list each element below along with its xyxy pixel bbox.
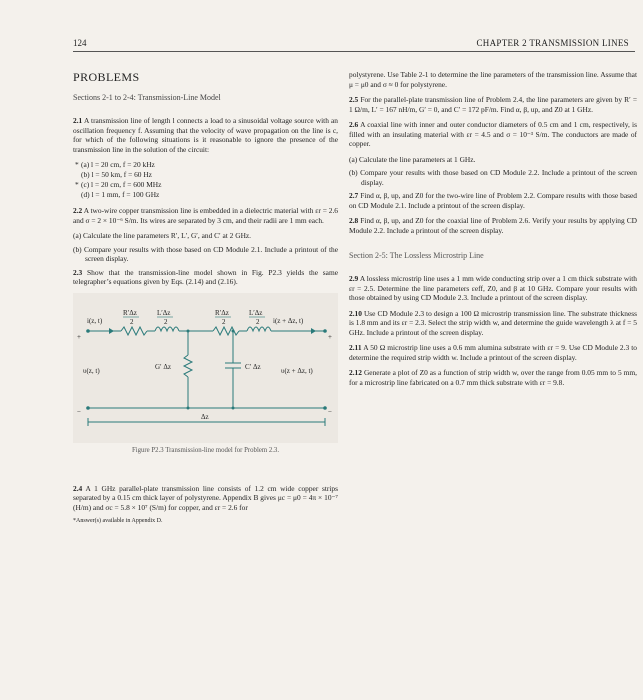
header-rule <box>73 51 635 52</box>
label-r1-den: 2 <box>130 317 134 326</box>
circuit-diagram <box>73 293 338 443</box>
problem-2-2: 2.2 A two-wire copper transmission line is embedded in a dielectric material with εr = 2.6 and σ = 2 × 10⁻⁶ S/m. Its wires are separated by 3 cm, and their radii are 1 mm each. <box>73 206 338 225</box>
problem-2-7: 2.7 Find α, β, up, and Z0 for the two-wire line of Problem 2.2. Compare results with those based on CD Module 2.1. Include a printout of the screen display. <box>349 191 637 210</box>
problem-2-6-b: (b) Compare your results with those based on CD Module 2.2. Include a printout of the screen display. <box>349 168 637 187</box>
label-dz: Δz <box>201 412 209 421</box>
problem-2-5: 2.5 For the parallel-plate transmission line of Problem 2.4, the line parameters are given by R′ = 1 Ω/m, L′ = 167 nH/m, G′ = 0, and C′ = 172 pF/m. Find α, β, up, and Z0 at 1 GHz. <box>349 95 637 114</box>
label-i-left: i(z, t) <box>87 316 103 325</box>
problem-2-4: 2.4 A 1 GHz parallel-plate transmission line consists of 1.2 cm wide copper strips separated by a 0.15 cm thick layer of polystyrene. Appendix B gives μc = μ0 = 4π × 10⁻⁷ (H/m) and σc = 5.8 × 10⁷ (S/m) for copper, and εr = 2.6 for <box>73 483 338 512</box>
section-2-5-title: Section 2-5: The Lossless Microstrip Line <box>349 251 484 260</box>
minus-right: − <box>328 407 332 416</box>
problem-2-4-continued: polystyrene. Use Table 2-1 to determine the line parameters of the transmission line. Assume that μ = μ0 and σ ≈ 0 for polystyrene. <box>349 70 637 89</box>
label-l1-den: 2 <box>164 317 168 326</box>
label-i-right: i(z + Δz, t) <box>273 316 304 325</box>
label-g: G′ Δz <box>155 362 171 371</box>
page-number: 124 <box>73 38 87 48</box>
plus-left-top: + <box>77 332 81 341</box>
label-v-left: υ(z, t) <box>83 366 100 375</box>
section-subtitle: Sections 2-1 to 2-4: Transmission-Line Model <box>73 93 221 102</box>
label-l2: L′Δz <box>249 308 263 317</box>
problem-2-2-a: (a) Calculate the line parameters R′, L′, G′, and C′ at 2 GHz. <box>73 231 252 240</box>
problems-title: PROBLEMS <box>73 70 140 84</box>
part-c: * (c) l = 20 cm, f = 600 MHz <box>75 180 162 189</box>
problem-2-8: 2.8 Find α, β, up, and Z0 for the coaxial line of Problem 2.6. Verify your results by applying CD Module 2.2. Include a printout of the screen display. <box>349 216 637 235</box>
label-c: C′ Δz <box>245 362 261 371</box>
problem-2-10: 2.10 Use CD Module 2.3 to design a 100 Ω microstrip transmission line. The substrate thickness is 1.8 mm and its εr = 2.3. Select the strip width w, and determine the guide wavelength λ at f = 5 GHz. Include a printout of the screen display. <box>349 308 637 337</box>
label-l1: L′Δz <box>157 308 171 317</box>
problem-2-1-parts <box>73 160 338 200</box>
label-r2: R′Δz <box>215 308 229 317</box>
problem-2-1 <box>73 116 338 154</box>
part-a: * (a) l = 20 cm, f = 20 kHz <box>75 160 155 169</box>
chapter-heading: CHAPTER 2 TRANSMISSION LINES <box>476 38 629 48</box>
problem-number: 2.1 <box>73 116 83 125</box>
problem-text: A transmission line of length l connects a load to a sinusoidal voltage source with an oscillation frequency f. Assuming that the velocity of wave propagation on the line is c, for which of the following situations is it reasonable to ignore the presence of the transmission line in the solution of the circuit: <box>73 116 338 154</box>
part-b: (b) l = 50 km, f = 60 Hz <box>81 170 152 179</box>
footnote: *Answer(s) available in Appendix D. <box>73 518 163 524</box>
label-v-right: υ(z + Δz, t) <box>281 366 313 375</box>
label-l2-den: 2 <box>256 317 260 326</box>
figure-caption: Figure P2.3 Transmission-line model for Problem 2.3. <box>131 446 280 454</box>
problem-2-3: 2.3 Show that the transmission-line model shown in Fig. P2.3 yields the same telegrapher’s equations given by Eqs. (2.14) and (2.16). <box>73 267 338 286</box>
problem-2-9: 2.9 A lossless microstrip line uses a 1 mm wide conducting strip over a 1 cm thick substrate with εr = 2.5. Determine the line parameters εeff, Z0, and β at 10 GHz. Compare your results with those obtained by using CD Module 2.3. Include a printout of the screen display. <box>349 274 637 302</box>
plus-right-top: + <box>328 332 332 341</box>
problem-2-6-a: (a) Calculate the line parameters at 1 GHz. <box>349 154 476 164</box>
problem-2-6: 2.6 A coaxial line with inner and outer conductor diameters of 0.5 cm and 1 cm, respectively, is filled with an insulating material with εr = 4.5 and σ = 10⁻³ S/m. The conductors are made of copper. <box>349 120 637 148</box>
label-r2-den: 2 <box>222 317 226 326</box>
right-column <box>349 70 637 393</box>
circuit-figure <box>73 293 338 443</box>
minus-left: − <box>77 407 81 416</box>
problem-2-12: 2.12 Generate a plot of Z0 as a function of strip width w, over the range from 0.05 mm to 5 mm, for a microstrip line fabricated on a 0.7 mm thick substrate with εr = 9.8. <box>349 368 637 387</box>
label-r1: R′Δz <box>123 308 137 317</box>
problem-2-11: 2.11 A 50 Ω microstrip line uses a 0.6 mm alumina substrate with εr = 9. Use CD Module 2.3 to determine the required strip width w. Include a printout of the screen display. <box>349 343 637 362</box>
left-column <box>73 70 338 524</box>
problem-2-2-b: (b) Compare your results with those based on CD Module 2.1. Include a printout of the screen display. <box>73 244 338 263</box>
part-d: (d) l = 1 mm, f = 100 GHz <box>81 190 160 199</box>
